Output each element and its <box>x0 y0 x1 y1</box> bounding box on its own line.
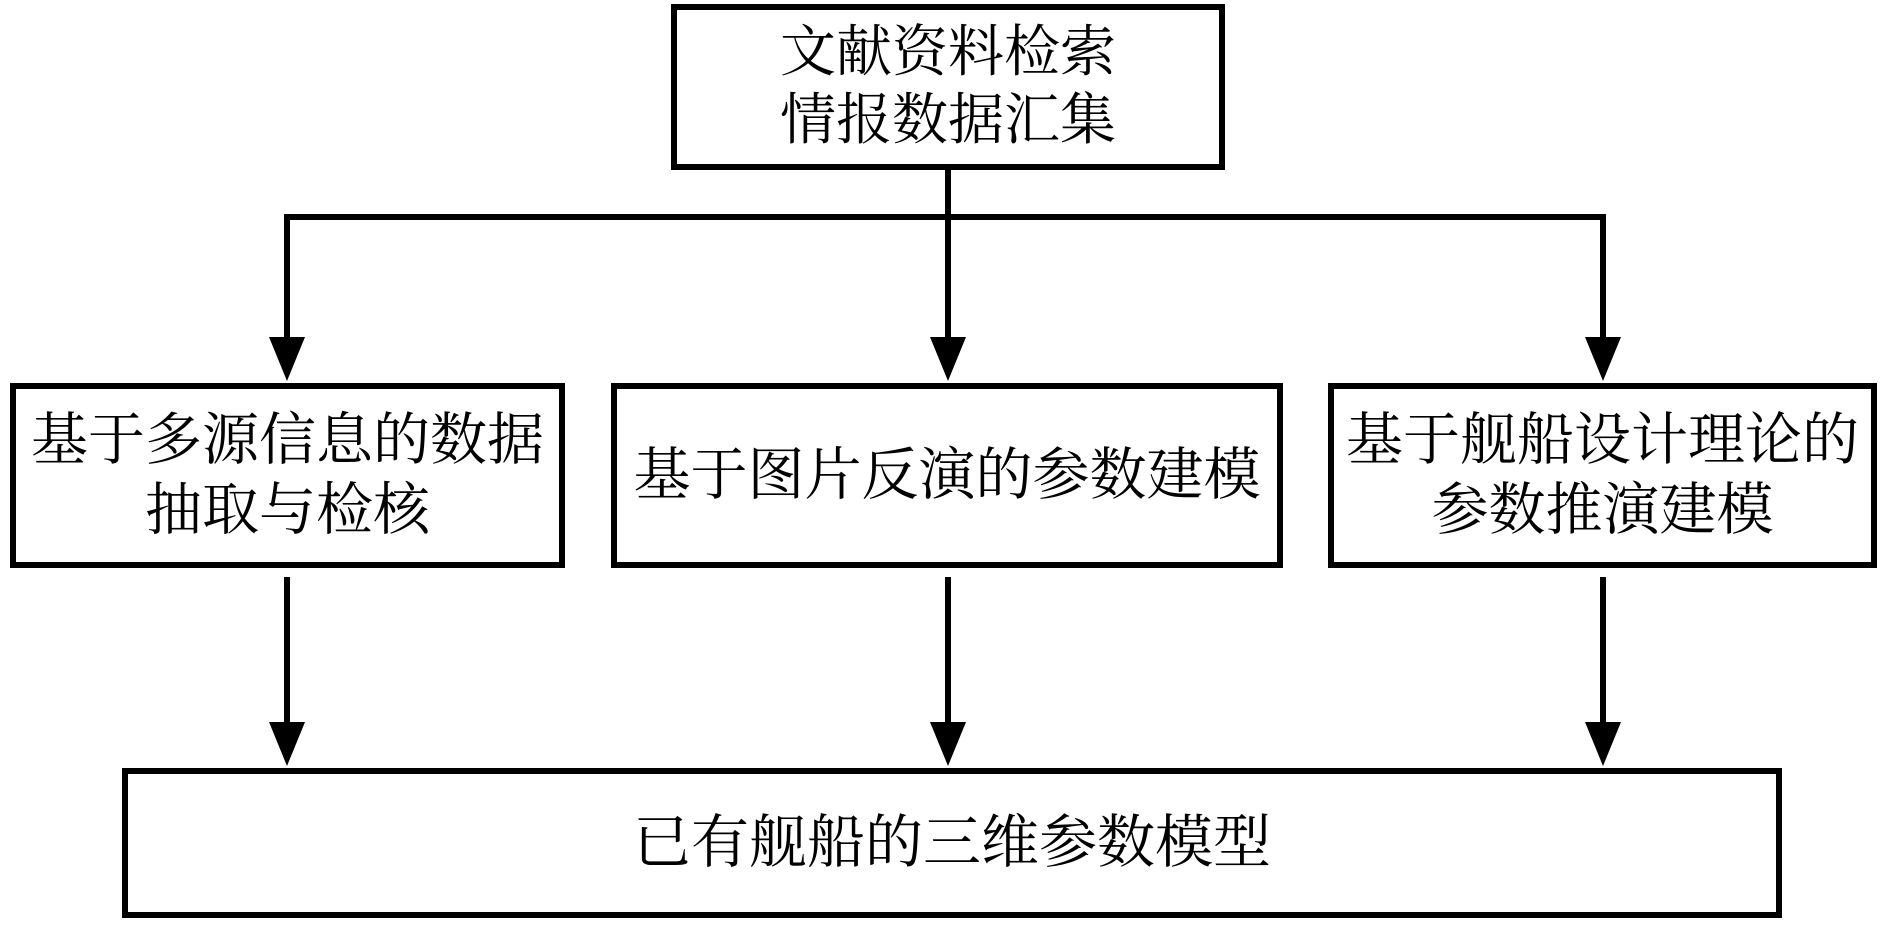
arrowhead-right-lower <box>1585 722 1621 766</box>
node-ship-3d-parameter-model <box>122 768 1782 918</box>
node-design-theory-modeling-line1: 基于舰船设计理论的 <box>1346 408 1859 472</box>
node-literature-retrieval-line2: 情报数据汇集 <box>780 90 1116 152</box>
node-multi-source-extraction <box>10 383 565 568</box>
node-design-theory-modeling <box>1328 383 1877 568</box>
node-multi-source-extraction-line2: 抽取与检核 <box>145 478 430 542</box>
node-literature-retrieval-line1: 文献资料检索 <box>780 21 1116 84</box>
arrowhead-left-lower <box>269 722 305 766</box>
arrowhead-center-upper <box>930 337 966 381</box>
node-design-theory-modeling-line2: 参数推演建模 <box>1431 478 1774 542</box>
node-image-inversion-modeling-line1: 基于图片反演的参数建模 <box>633 443 1261 507</box>
node-ship-3d-parameter-model-line1: 已有舰船的三维参数模型 <box>632 809 1271 875</box>
arrowhead-right-upper <box>1585 337 1621 381</box>
arrowhead-left-upper <box>269 337 305 381</box>
node-image-inversion-modeling <box>611 383 1283 568</box>
node-literature-retrieval <box>671 4 1225 170</box>
arrowhead-center-lower <box>930 722 966 766</box>
node-multi-source-extraction-line1: 基于多源信息的数据 <box>31 408 544 472</box>
